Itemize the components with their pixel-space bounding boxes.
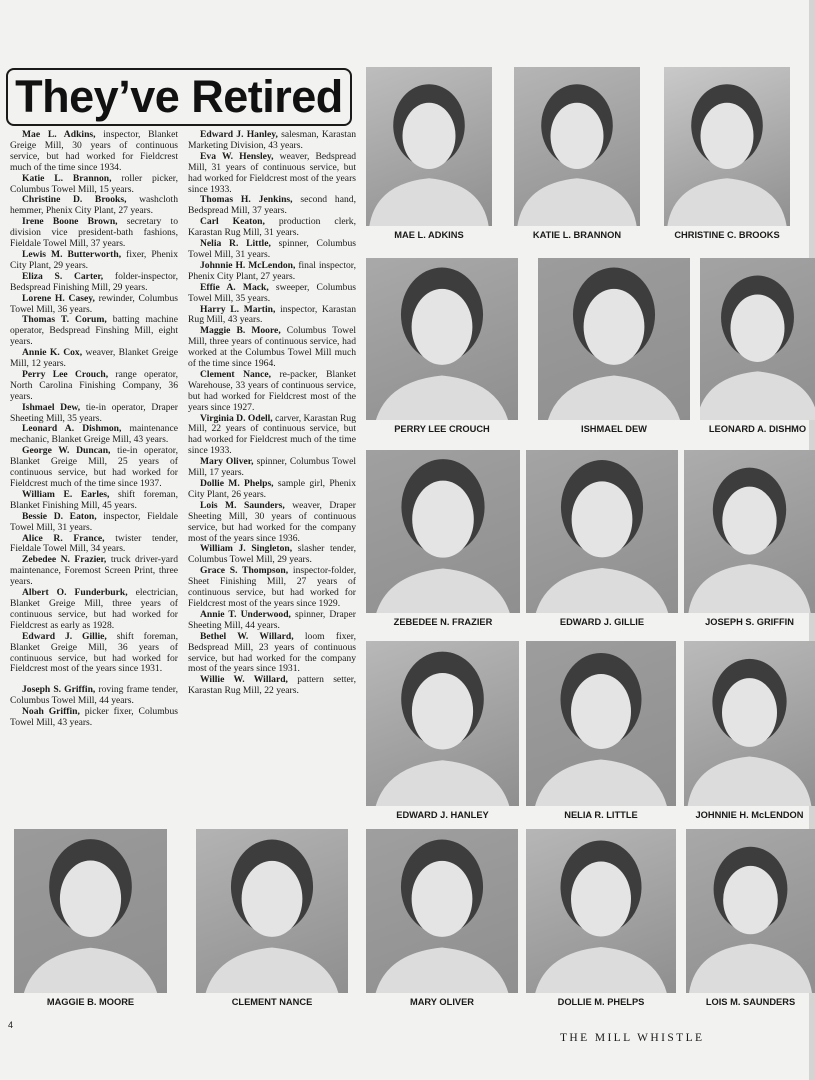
retiree-entry <box>188 414 356 458</box>
retiree-portrait <box>196 829 348 1011</box>
portrait-caption: MAE L. ADKINS <box>394 230 464 240</box>
portrait-photo <box>538 258 690 420</box>
retiree-entry <box>10 348 178 370</box>
portrait-shoulders <box>374 568 513 613</box>
retiree-portrait <box>366 450 520 631</box>
portrait-face <box>60 861 121 938</box>
portrait-photo <box>366 450 520 613</box>
portrait-silhouette <box>366 67 492 226</box>
retiree-details: spinner, Draper Sheeting Mill, 44 years. <box>188 608 357 631</box>
retiree-details: electrician, Blanket Greige Mill, three years of continuous service, but had worked for Fieldcrest as early as 1928. <box>10 587 178 631</box>
retiree-portrait <box>366 67 492 244</box>
retiree-entry <box>10 424 178 446</box>
portrait-caption: MARY OLIVER <box>409 997 475 1007</box>
portrait-face <box>571 862 631 937</box>
retiree-entry <box>188 195 356 217</box>
retiree-name: Lewis M. Butterworth, <box>22 248 122 260</box>
retiree-name: Christine D. Brooks, <box>22 194 127 206</box>
retiree-entry <box>10 315 178 348</box>
retiree-details: inspector, Blanket Greige Mill, 30 years of continuous service, but had worked for Fieldcrest much of the time since 1934. <box>10 129 178 173</box>
portrait-face <box>584 289 645 365</box>
retiree-name: Effie A. Mack, <box>200 281 269 293</box>
retiree-name: Clement Nance, <box>200 368 272 380</box>
retiree-details: pattern setter, Karastan Rug Mill, 22 years. <box>188 674 356 697</box>
retiree-details: shift foreman, Blanket Greige Mill, 36 years of continuous service, but had worked for Fieldcrest most of the years since 1931. <box>10 630 179 675</box>
retiree-entry <box>10 272 178 294</box>
portrait-silhouette <box>514 67 640 226</box>
portrait-shoulders <box>689 944 812 993</box>
retiree-details: loom fixer, Bedspread Mill, 23 years of continuous service, but had worked for the company most of the years since 1931. <box>188 630 356 675</box>
retiree-name: Leonard A. Dishmon, <box>22 423 122 435</box>
retiree-details: second hand, Bedspread Mill, 37 years. <box>188 194 356 217</box>
retiree-details: spinner, Columbus Towel Mill, 17 years. <box>188 456 356 479</box>
portrait-silhouette <box>366 450 520 613</box>
retiree-entry <box>10 403 178 425</box>
retiree-name: Virginia D. Odell, <box>200 412 273 424</box>
retiree-details: weaver, Blanket Greige Mill, 12 years. <box>10 347 178 370</box>
retiree-portrait <box>526 641 676 824</box>
portrait-caption: EDWARD J. GILLIE <box>559 617 645 627</box>
retiree-entry <box>10 707 178 729</box>
retiree-entry <box>10 174 178 196</box>
retiree-name: Joseph S. Griffin, <box>22 684 96 696</box>
retiree-name: Bethel W. Willard, <box>200 630 294 642</box>
retiree-name: William J. Singleton, <box>200 543 293 555</box>
portrait-silhouette <box>684 450 815 613</box>
portrait-silhouette <box>700 258 815 420</box>
retiree-portrait <box>700 258 815 438</box>
retiree-name: Eva W. Hensley, <box>200 150 274 162</box>
retiree-entry <box>10 370 178 403</box>
retiree-details: rewinder, Columbus Towel Mill, 36 years. <box>10 292 178 315</box>
retiree-portrait <box>686 829 815 1011</box>
retiree-details: weaver, Draper Sheeting Mill, 30 years of continuous service, but had worked for the company most of the years since 1936. <box>188 499 356 544</box>
retiree-details: maintenance mechanic, Blanket Greige Mill, 43 years. <box>10 423 178 446</box>
retiree-details: salesman, Karastan Marketing Division, 43 years. <box>188 129 356 151</box>
portrait-shoulders <box>204 947 341 993</box>
retiree-details: shift foreman, Blanket Finishing Mill, 45 years. <box>10 488 178 511</box>
retiree-portrait <box>538 258 690 438</box>
retiree-details: twister tender, Fieldale Towel Mill, 34 years. <box>10 532 178 555</box>
portrait-photo <box>700 258 815 420</box>
retiree-entry <box>188 632 356 676</box>
retiree-details: roving frame tender, Columbus Towel Mill, 44 years. <box>10 684 178 707</box>
portrait-face <box>572 481 633 557</box>
portrait-face <box>722 678 777 747</box>
retiree-entry <box>10 217 178 250</box>
retiree-entry <box>188 217 356 239</box>
portrait-shoulders <box>688 757 812 807</box>
portrait-photo <box>514 67 640 226</box>
portrait-photo <box>366 641 519 806</box>
retiree-entry <box>10 294 178 316</box>
portrait-caption: CLEMENT NANCE <box>231 997 313 1007</box>
portrait-face <box>412 481 474 558</box>
page-number: 4 <box>8 1020 14 1030</box>
portrait-caption: EDWARD J. HANLEY <box>396 810 489 820</box>
retiree-name: Mary Oliver, <box>200 456 254 468</box>
retiree-entry <box>188 566 356 610</box>
retiree-entry <box>10 555 178 588</box>
portrait-photo <box>684 641 815 806</box>
retiree-details: roller picker, Columbus Towel Mill, 15 years. <box>10 172 178 195</box>
retiree-entry <box>188 130 356 152</box>
retiree-portrait <box>514 67 640 244</box>
retiree-portrait <box>14 829 167 1011</box>
retiree-name: Maggie B. Moore, <box>200 325 281 337</box>
retiree-entry <box>188 479 356 501</box>
retiree-entry <box>188 544 356 566</box>
portrait-silhouette <box>684 641 815 806</box>
portrait-silhouette <box>686 829 815 993</box>
portrait-face <box>571 674 631 749</box>
retiree-name: Edward J. Gillie, <box>22 630 107 642</box>
portrait-face <box>403 103 456 169</box>
retiree-portrait <box>526 829 676 1011</box>
retiree-name: Ishmael Dew, <box>22 401 81 413</box>
portrait-shoulders <box>22 948 160 993</box>
retiree-details: re-packer, Blanket Warehouse, 33 years of continuous service, but had worked for Fieldcrest most of the years since 1927. <box>188 368 356 413</box>
portrait-shoulders <box>517 178 636 226</box>
portrait-face <box>412 673 473 750</box>
portrait-photo <box>366 829 518 993</box>
retiree-name: Mae L. Adkins, <box>22 129 96 140</box>
portrait-shoulders <box>534 568 671 613</box>
retiree-details: production clerk, Karastan Rug Mill, 31 years. <box>188 216 357 239</box>
retiree-list-column-1 <box>10 130 178 729</box>
portrait-shoulders <box>534 760 669 807</box>
portrait-silhouette <box>366 641 519 806</box>
retiree-entry <box>10 195 178 217</box>
retiree-entry <box>188 675 356 697</box>
retiree-name: Irene Boone Brown, <box>22 216 118 228</box>
retiree-entry <box>10 632 178 676</box>
retiree-details: tie-in operator, Blanket Greige Mill, 25 years of continuous service, but had worked for Fieldcrest much of the time since 1937. <box>10 445 178 489</box>
retiree-details: Columbus Towel Mill, three years of continuous service, had worked at the Columbus Towel Mill much of the time since 1964. <box>188 325 356 370</box>
portrait-caption: DOLLIE M. PHELPS <box>557 997 645 1007</box>
portrait-caption: KATIE L. BRANNON <box>532 230 622 240</box>
portrait-silhouette <box>366 258 518 420</box>
retiree-name: Lois M. Saunders, <box>200 499 285 511</box>
retiree-details: truck driver-yard maintenance, Foremost Screen Print, three years. <box>10 554 178 588</box>
portrait-photo <box>196 829 348 993</box>
retiree-entry <box>188 152 356 196</box>
portrait-shoulders <box>700 371 815 420</box>
retiree-name: George W. Duncan, <box>22 445 111 457</box>
retiree-name: Dollie M. Phelps, <box>200 478 274 489</box>
retiree-name: Eliza S. Carter, <box>22 270 104 282</box>
retiree-details: spinner, Columbus Towel Mill, 31 years. <box>188 238 356 260</box>
retiree-name: Grace S. Thompson, <box>200 565 289 577</box>
retiree-entry <box>10 130 178 174</box>
portrait-silhouette <box>14 829 167 993</box>
portrait-shoulders <box>374 375 511 420</box>
retiree-name: Annie K. Cox, <box>22 347 83 359</box>
portrait-shoulders <box>369 178 488 226</box>
portrait-face <box>412 861 473 937</box>
retiree-name: Perry Lee Crouch, <box>22 368 109 380</box>
portrait-caption: LEONARD A. DISHMO <box>708 424 807 434</box>
portrait-caption: CHRISTINE C. BROOKS <box>674 230 780 240</box>
retiree-portrait <box>526 450 678 631</box>
retiree-details: inspector-folder, Sheet Finishing Mill, 27 years of continuous service, but had worked for Fieldcrest most of the years since 1929. <box>188 565 356 609</box>
portrait-photo <box>664 67 790 226</box>
retiree-name: Willie W. Willard, <box>200 674 288 686</box>
portrait-shoulders <box>546 375 683 420</box>
retiree-portrait <box>366 258 518 438</box>
retiree-name: Katie L. Brannon, <box>22 172 112 184</box>
portrait-photo <box>526 450 678 613</box>
portrait-photo <box>14 829 167 993</box>
retiree-name: Albert O. Funderburk, <box>22 587 128 599</box>
portrait-face <box>242 861 303 937</box>
retiree-entry <box>188 457 356 479</box>
portrait-caption: LOIS M. SAUNDERS <box>705 997 796 1007</box>
portrait-caption: ZEBEDEE N. FRAZIER <box>393 617 493 627</box>
portrait-photo <box>684 450 815 613</box>
portrait-photo <box>366 258 518 420</box>
retiree-details: folder-inspector, Bedspread Finishing Mill, 29 years. <box>10 270 178 293</box>
portrait-shoulders <box>688 564 810 613</box>
portrait-photo <box>686 829 815 993</box>
retiree-name: Harry L. Martin, <box>200 303 276 315</box>
retiree-name: Thomas T. Corum, <box>22 314 107 326</box>
retiree-entry <box>10 534 178 556</box>
retiree-details: range operator, North Carolina Finishing Company, 36 years. <box>10 368 178 402</box>
retiree-entry <box>188 370 356 414</box>
retiree-entry <box>10 588 178 632</box>
portrait-shoulders <box>534 947 669 993</box>
retiree-name: William E. Earles, <box>22 488 110 500</box>
retiree-details: secretary to division vice president-bath fashions, Fieldale Towel Mill, 37 years. <box>10 216 178 250</box>
retiree-name: Lorene H. Casey, <box>22 292 95 304</box>
retiree-entry <box>10 490 178 512</box>
portrait-caption: JOSEPH S. GRIFFIN <box>705 617 794 627</box>
retiree-portrait <box>684 641 815 824</box>
retiree-entry <box>10 250 178 272</box>
portrait-caption: JOHNNIE H. McLENDON <box>695 810 804 820</box>
portrait-face <box>701 103 754 169</box>
portrait-caption: ISHMAEL DEW <box>581 424 647 434</box>
retiree-name: Bessie D. Eaton, <box>22 510 97 522</box>
retiree-name: Annie T. Underwood, <box>200 608 291 620</box>
retiree-name: Carl Keaton, <box>200 216 265 228</box>
retiree-entry <box>188 501 356 545</box>
retiree-details: carver, Karastan Rug Mill, 22 years of continuous service, but had worked for Fieldcrest much of the time since 1933. <box>188 412 356 457</box>
retiree-portrait <box>664 67 790 244</box>
retiree-entry <box>10 446 178 490</box>
retiree-entry <box>188 283 356 305</box>
retiree-details: washcloth hemmer, Phenix City Plant, 27 years. <box>10 194 178 217</box>
retiree-name: Johnnie H. McLendon, <box>200 259 296 271</box>
retiree-details: final inspector, Phenix City Plant, 27 years. <box>188 259 357 282</box>
portrait-silhouette <box>366 829 518 993</box>
retiree-portrait <box>366 641 519 824</box>
retiree-portrait <box>684 450 815 631</box>
retiree-portrait <box>366 829 518 1011</box>
publication-masthead: THE MILL WHISTLE <box>560 1032 705 1044</box>
portrait-caption: NELIA R. LITTLE <box>564 810 638 820</box>
retiree-list-column-2 <box>188 130 356 697</box>
portrait-face <box>412 289 473 365</box>
retiree-details: sample girl, Phenix City Plant, 26 years. <box>188 478 356 500</box>
portrait-shoulders <box>374 947 511 993</box>
retiree-details: slasher tender, Columbus Towel Mill, 29 years. <box>188 543 356 566</box>
retiree-details: inspector, Fieldale Towel Mill, 31 years. <box>10 510 178 533</box>
retiree-name: Noah Griffin, <box>22 706 80 718</box>
portrait-silhouette <box>526 829 676 993</box>
portrait-silhouette <box>526 641 676 806</box>
portrait-silhouette <box>538 258 690 420</box>
retiree-entry <box>10 512 178 534</box>
retiree-name: Nelia R. Little, <box>200 238 271 250</box>
retiree-details: weaver, Bedspread Mill, 31 years of continuous service, but had worked for Fieldcrest most of the years since 1933. <box>188 150 357 195</box>
retiree-entry <box>188 239 356 261</box>
portrait-photo <box>526 829 676 993</box>
page-title: They’ve Retired <box>6 68 352 126</box>
portrait-face <box>551 103 604 169</box>
retiree-name: Alice R. France, <box>22 532 105 544</box>
retiree-details: fixer, Phenix City Plant, 29 years. <box>10 248 178 271</box>
retiree-details: picker fixer, Columbus Towel Mill, 43 years. <box>10 706 178 729</box>
retiree-entry <box>188 305 356 327</box>
portrait-photo <box>366 67 492 226</box>
portrait-caption: MAGGIE B. MOORE <box>46 997 135 1007</box>
portrait-silhouette <box>526 450 678 613</box>
retiree-name: Edward J. Hanley, <box>200 129 278 140</box>
portrait-face <box>723 866 778 934</box>
retiree-name: Zebedee N. Frazier, <box>22 554 107 566</box>
retiree-entry <box>188 610 356 632</box>
portrait-face <box>722 487 776 555</box>
retiree-entry <box>10 685 178 707</box>
portrait-caption: PERRY LEE CROUCH <box>394 424 490 434</box>
portrait-face <box>731 294 785 362</box>
retiree-details: sweeper, Columbus Towel Mill, 35 years. <box>188 281 356 304</box>
portrait-photo <box>526 641 676 806</box>
retiree-details: batting machine operator, Bedspread Finshing Mill, eight years. <box>10 314 178 348</box>
retiree-details: tie-in operator, Draper Sheeting Mill, 35 years. <box>10 401 178 424</box>
retiree-name: Thomas H. Jenkins, <box>200 194 293 206</box>
retiree-entry <box>188 326 356 370</box>
retiree-entry <box>188 261 356 283</box>
portrait-silhouette <box>664 67 790 226</box>
portrait-shoulders <box>374 760 512 806</box>
portrait-silhouette <box>196 829 348 993</box>
portrait-shoulders <box>667 178 786 226</box>
retiree-details: inspector, Karastan Rug Mill, 43 years. <box>188 303 357 326</box>
